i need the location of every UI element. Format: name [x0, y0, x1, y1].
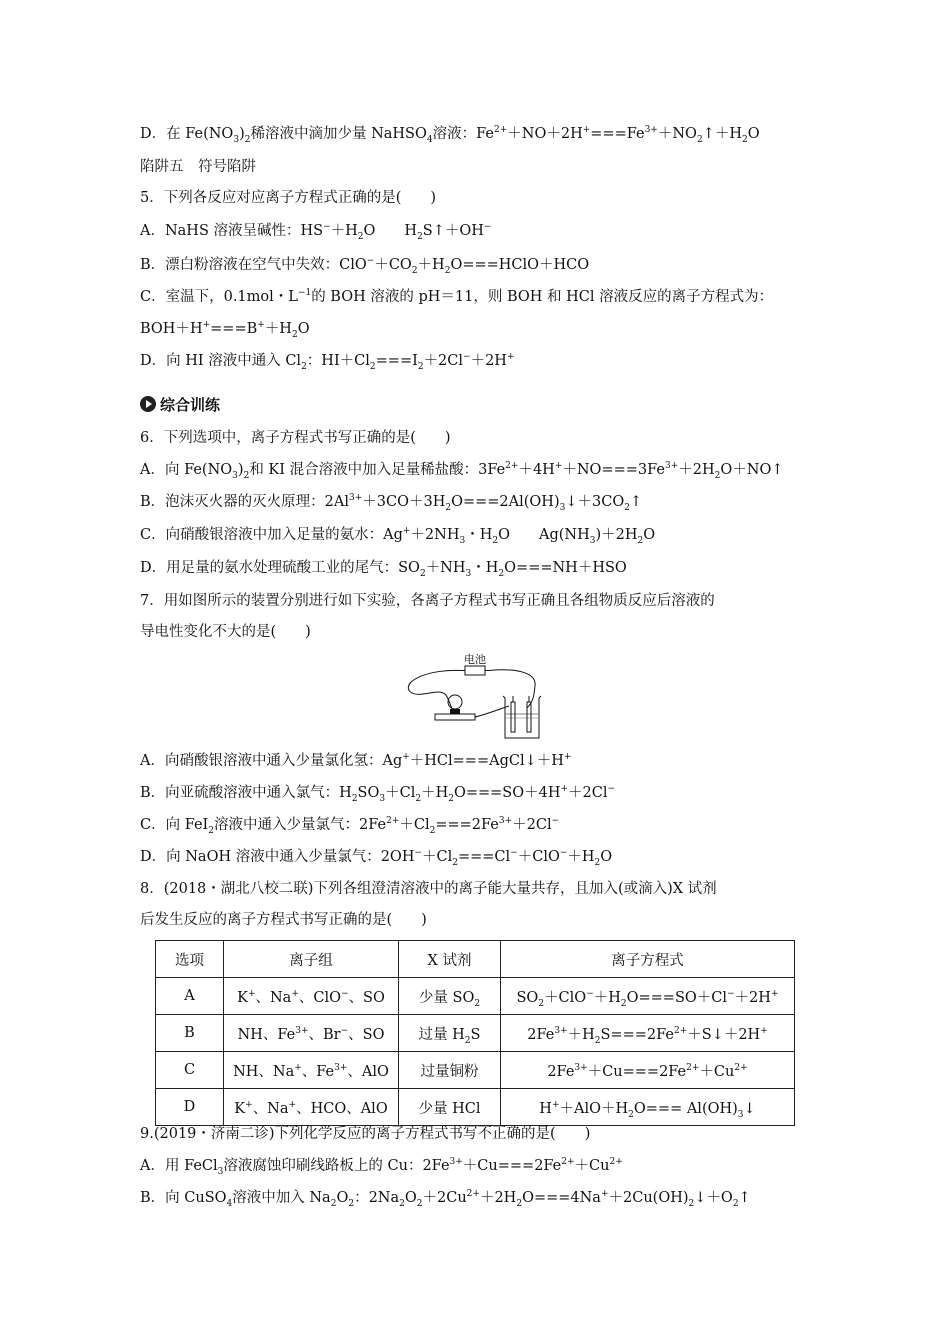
table-header: 选项	[156, 941, 224, 978]
table-row	[156, 1089, 795, 1126]
q9-option-b: B．向 CuSO$_4$溶液中加入 $Na_2O_2$：$2Na_2O_2+2Cu^{2+}+2H_2O===4Na^++2Cu(OH)_2↓+O_2↑$	[140, 1189, 751, 1209]
table-row	[156, 1015, 795, 1052]
reagent-cell: 过量铜粉	[399, 1052, 501, 1089]
table-header: 离子组	[224, 941, 399, 978]
ion-group-cell: K+、Na+、HCO、AlO	[224, 1089, 399, 1126]
q8-stem-line1: 8．(2018・湖北八校二联)下列各组澄清溶液中的离子能大量共存，且加入(或滴入)X 试剂	[140, 881, 717, 897]
q5-option-c-line1: C．室温下，0.1mol・$L^{-1}$的 BOH 溶液的 pH＝11，则 BOH 和 HCl 溶液反应的离子方程式为：	[140, 288, 774, 305]
option-cell: B	[156, 1015, 224, 1052]
section-heading	[140, 393, 220, 415]
reagent-cell: 少量 HCl	[399, 1089, 501, 1126]
wire-to-beaker	[475, 706, 509, 717]
wire-left	[408, 670, 461, 710]
q5-option-d: D．向 HI 溶液中通入 $Cl_2$：$HI+Cl_2===I_2+2Cl^-+2H^+$	[140, 352, 515, 372]
q6-option-b: B．泡沫灭火器的灭火原理：$2Al^{3+}+3CO+3H_2O===2Al(OH)_3↓+3CO_2↑$	[140, 493, 643, 513]
q7-option-a: A．向硝酸银溶液中通入少量氯化氢：Ag+＋HCl===AgCl↓＋H+	[140, 752, 572, 769]
table-header: X 试剂	[399, 941, 501, 978]
battery-icon	[461, 666, 489, 675]
ion-group-cell: NH、$Fe^{3+}$、Br−、SO	[224, 1015, 399, 1052]
q9-stem: 9.(2019・济南二诊)下列化学反应的离子方程式书写不正确的是( )	[140, 1126, 591, 1142]
beaker-icon	[503, 696, 541, 738]
play-circle-icon	[140, 396, 156, 412]
q7-option-b: B．向亚硫酸溶液中通入氯气：$H_2SO_3+Cl_2+H_2O===SO+4H^++2Cl^-$	[140, 784, 616, 804]
option-cell: C	[156, 1052, 224, 1089]
q9-option-a: A．用 FeCl$_3$溶液腐蚀印刷线路板上的 Cu：$2Fe^{3+}+Cu===2Fe^{2+}+Cu^{2+}$	[140, 1157, 623, 1177]
lamp-base-icon	[435, 709, 475, 720]
ion-table	[155, 940, 795, 1126]
trap-heading: 陷阱五 符号陷阱	[140, 159, 256, 175]
q7-option-d: D．向 NaOH 溶液中通入少量氯气：$2OH^-+Cl_2===Cl^-+ClO^-+H_2O$	[140, 848, 613, 868]
q8-stem-line2: 后发生反应的离子方程式书写正确的是( )	[140, 912, 427, 928]
reagent-cell: 过量 $H_2S$	[399, 1015, 501, 1052]
battery-label: 电池	[464, 653, 486, 666]
ion-group-cell: K+、Na+、ClO−、SO	[224, 978, 399, 1015]
q6-option-d: D．用足量的氨水处理硫酸工业的尾气：$SO_2+NH_3$・$H_2O===NH+HSO$	[140, 560, 627, 579]
equation-cell: $H^++AlO+H_2O===$ $Al(OH)_3↓$	[501, 1089, 795, 1126]
reagent-cell: 少量 $SO_2$	[399, 978, 501, 1015]
q6-stem: 6．下列选项中，离子方程式书写正确的是( )	[140, 430, 451, 446]
q5-option-c-line2: $BOH+H^+===B^++H_2O$	[140, 320, 310, 340]
option-cell: D	[156, 1089, 224, 1126]
q5-option-b: B．漂白粉溶液在空气中失效：$ClO^-+CO_2+H_2O===HClO+HCO$	[140, 256, 590, 276]
section-title: 综合训练	[160, 395, 221, 414]
q5-stem: 5．下列各反应对应离子方程式正确的是( )	[140, 190, 437, 206]
q7-option-c: C．向 FeI$_2$溶液中通入少量氯气：$2Fe^{2+}+Cl_2===2Fe^{3+}+2Cl^-$	[140, 816, 560, 836]
table-header: 离子方程式	[501, 941, 795, 978]
equation-cell: $SO_2+ClO^-+H_2O===SO+Cl^-+2H^+$	[501, 978, 795, 1015]
q5-option-a: A．NaHS 溶液呈碱性：$HS^-+H_2O$ $H_2S↑+OH^-$	[140, 222, 492, 242]
table-row	[156, 978, 795, 1015]
q6-option-a: A．向 $Fe(NO_3)_2$和 KI 混合溶液中加入足量稀盐酸：$3Fe^{2+}+4H^++NO===3Fe^{3+}+2H_2O+NO↑$	[140, 461, 784, 481]
table-header-row	[156, 941, 795, 978]
table-row	[156, 1052, 795, 1089]
ion-group-cell: NH、Na+、$Fe^{3+}$、AlO	[224, 1052, 399, 1089]
q6-option-c: C．向硝酸银溶液中加入足量的氨水：$Ag^++2NH_3$・$H_2O$ $Ag(NH_3)+2H_2O$	[140, 526, 656, 546]
option-cell: A	[156, 978, 224, 1015]
circuit-diagram	[405, 652, 545, 744]
equation-cell: $2Fe^{3+}+Cu===2Fe^{2+}+Cu^{2+}$	[501, 1052, 795, 1089]
q4-option-d: D．在 $Fe(NO_3)_2$稀溶液中滴加少量 NaHSO$_4$溶液：$Fe^{2+}+NO+2H^+===Fe^{3+}+NO_2↑+H_2O$	[140, 125, 760, 145]
q7-stem-line1: 7．用如图所示的装置分别进行如下实验，各离子方程式书写正确且各组物质反应后溶液的	[140, 593, 715, 609]
q7-stem-line2: 导电性变化不大的是( )	[140, 624, 311, 640]
equation-cell: $2Fe^{3+}+H_2S===2Fe^{2+}+S↓+2H^+$	[501, 1015, 795, 1052]
